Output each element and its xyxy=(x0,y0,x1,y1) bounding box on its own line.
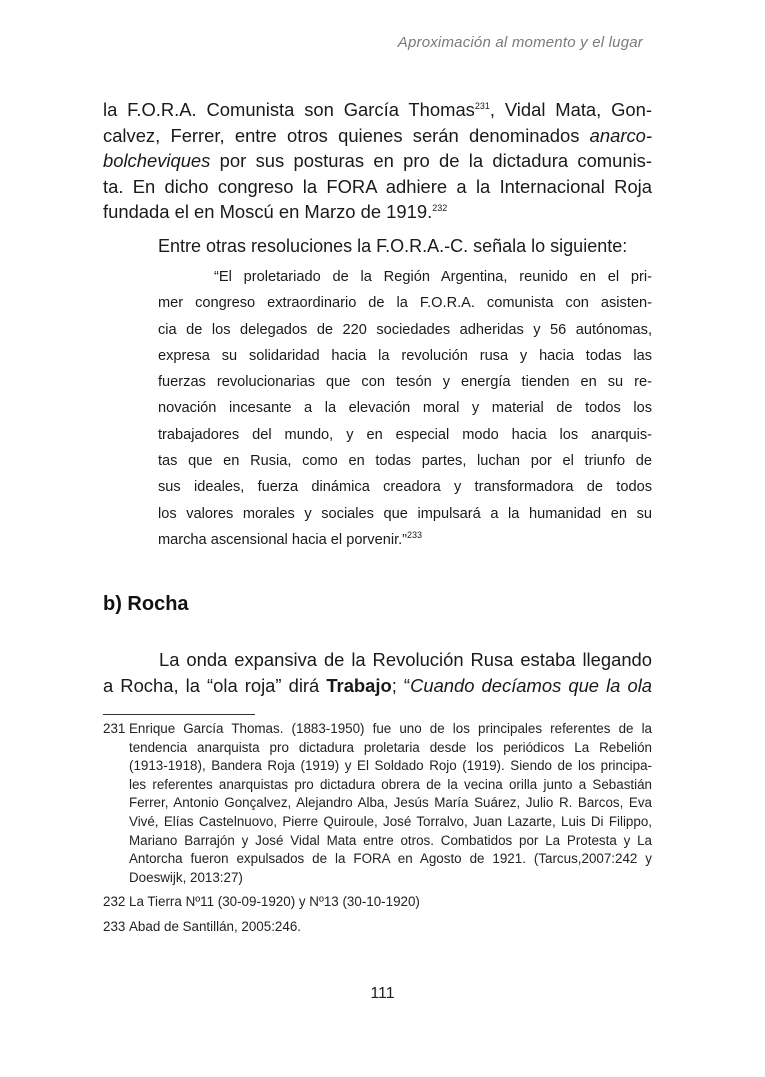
footnote-ref-231: 231 xyxy=(474,100,490,111)
quote-line: cia de los delegados de 220 sociedades adheridas y 56 autónomas, xyxy=(158,321,652,338)
footnote-line: tendencia anarquista pro dictadura proletaria desde los periódicos La Rebelión xyxy=(129,739,652,755)
quote-line xyxy=(158,527,652,553)
page-number: 111 xyxy=(370,985,395,1002)
text-segment: la F.O.R.A. Comunista son García Thomas xyxy=(103,99,475,120)
footnote-line: Doeswijk, 2013:27) xyxy=(129,869,243,885)
italic-term: anarco- xyxy=(589,124,652,146)
footnote-ref-232: 232 xyxy=(432,202,448,213)
quote-line: los valores morales y sociales que impulsará a la humanidad en su xyxy=(158,505,652,522)
footnote-number: 231 xyxy=(103,721,126,736)
text-segment: a Rocha, la “ola roja” dirá xyxy=(103,674,327,696)
text-segment: marcha ascensional hacia el porvenir.” xyxy=(158,531,408,548)
text-line: La onda expansiva de la Revolución Rusa estaba llegando xyxy=(159,649,652,670)
section-heading: b) Rocha xyxy=(103,593,189,615)
footnote-231 xyxy=(103,720,652,887)
text-line xyxy=(103,673,652,699)
footnote-line: (1913-1918), Bandera Roja (1919) y El Soldado Rojo (1919). Siendo de los principa- xyxy=(129,758,652,774)
paragraph-1 xyxy=(103,97,652,225)
text-line xyxy=(103,148,652,174)
text-line xyxy=(103,123,652,149)
text-line: ta. En dicho congreso la FORA adhiere a la Internacional Roja xyxy=(103,175,652,197)
text-line xyxy=(103,199,652,225)
quote-line: tas que en Rusia, como en todas partes, luchan por el triunfo de xyxy=(158,453,652,470)
text-line: Entre otras resoluciones la F.O.R.A.-C. señala lo siguiente: xyxy=(158,236,628,256)
footnote-number: 233 xyxy=(103,918,126,934)
footnote-number: 232 xyxy=(103,894,126,910)
text-segment: calvez, Ferrer, entre otros quienes serán denominados xyxy=(103,124,590,146)
footnote-232 xyxy=(103,893,652,912)
footnote-line: Mariano Barrajón y José Vidal Mata entre otros. Combatidos por La Protesta y La xyxy=(129,832,652,848)
italic-term: bolcheviques xyxy=(103,150,211,171)
footnote-line: Enrique García Thomas. (1883-1950) fue uno de los principales referentes de la xyxy=(129,721,652,736)
footnotes xyxy=(103,720,652,943)
paragraph-3 xyxy=(103,647,652,698)
quote-line: expresa su solidaridad hacia la revolución rusa y hacia todas las xyxy=(158,347,652,364)
footnote-line: Ferrer, Antonio Gonçalvez, Alejandro Alba, Jesús María Suárez, Julio R. Barcos, Eva xyxy=(129,795,652,811)
quote-line: “El proletariado de la Región Argentina, reunido en el pri- xyxy=(214,269,652,285)
bold-term: Trabajo xyxy=(326,674,392,696)
quote-line: mer congreso extraordinario de la F.O.R.A. comunista con asisten- xyxy=(158,295,652,312)
running-head: Aproximación al momento y el lugar xyxy=(397,34,643,51)
footnote-line: les referentes anarquistas pro dictadura obrera de la vecina orilla junto a Sebastián xyxy=(129,776,652,792)
footnote-divider xyxy=(103,714,255,715)
footnote-233 xyxy=(103,918,652,937)
text-segment: ; “ xyxy=(391,674,411,696)
quote-line: trabajadores del mundo, y en especial modo hacia los anarquis- xyxy=(158,426,652,443)
footnote-line: Abad de Santillán, 2005:246. xyxy=(129,918,301,934)
footnote-line: Antorcha fueron expulsados de la FORA en Agosto de 1921. (Tarcus,2007:242 y xyxy=(129,851,652,867)
footnote-line: Vivé, Elías Castelnuovo, Pierre Quiroule, José Torralvo, Juan Lazarte, Luis Di Filippo, xyxy=(129,813,652,829)
text-segment: por sus posturas en pro de la dictadura comunis- xyxy=(210,150,652,171)
italic-quote: Cuando decíamos que la ola xyxy=(410,674,653,696)
block-quote xyxy=(158,264,652,553)
quote-line: novación incesante a la elevación moral y material de todos los xyxy=(158,400,652,417)
text-segment: , Vidal Mata, Gon- xyxy=(489,99,652,120)
footnote-ref-233: 233 xyxy=(407,530,423,541)
text-line xyxy=(103,97,652,123)
text-segment: fundada el en Moscú en Marzo de 1919. xyxy=(103,201,433,222)
paragraph-2 xyxy=(158,234,652,260)
quote-line: sus ideales, fuerza dinámica creadora y transformadora de todos xyxy=(158,479,652,496)
quote-line: fuerzas revolucionarias que con tesón y energía tienden en su re- xyxy=(158,374,652,391)
footnote-line: La Tierra Nº11 (30-09-1920) y Nº13 (30-10-1920) xyxy=(129,894,420,910)
